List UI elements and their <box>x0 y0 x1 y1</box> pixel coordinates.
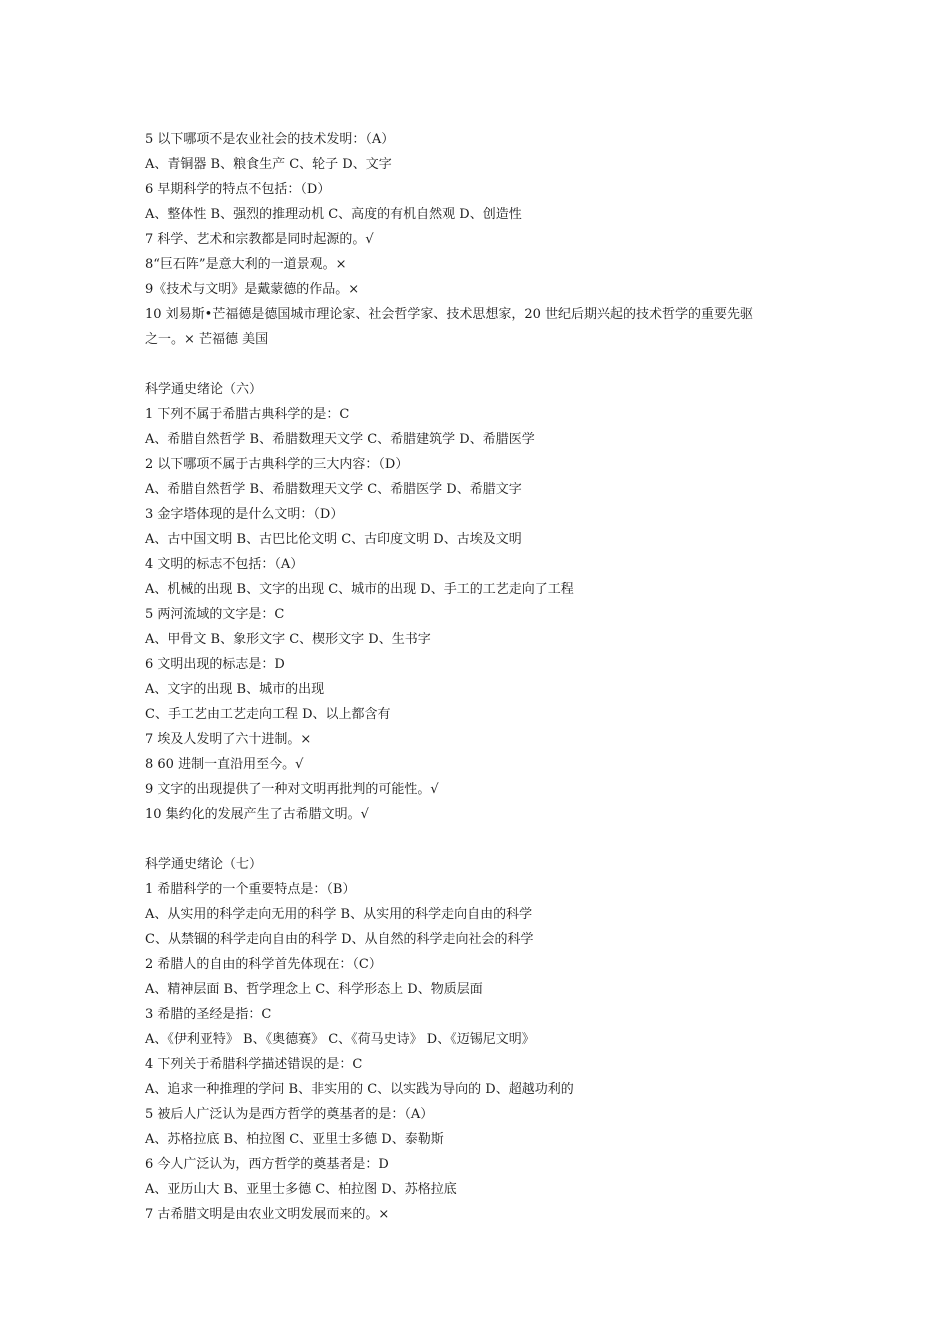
text-line: A、古中国文明 B、古巴比伦文明 C、古印度文明 D、古埃及文明 <box>145 532 522 547</box>
text-line: 9《技术与文明》是戴蒙德的作品。× <box>145 282 360 297</box>
text-line: 6 文明出现的标志是：D <box>145 657 285 672</box>
text-line: A、从实用的科学走向无用的科学 B、从实用的科学走向自由的科学 <box>145 907 533 922</box>
text-line: 7 埃及人发明了六十进制。× <box>145 732 312 747</box>
text-line: 4 文明的标志不包括：（A） <box>145 557 304 572</box>
text-line: 7 古希腊文明是由农业文明发展而来的。× <box>145 1207 390 1222</box>
text-line: A、甲骨文 B、象形文字 C、楔形文字 D、生书字 <box>145 632 431 647</box>
text-line: A、希腊自然哲学 B、希腊数理天文学 C、希腊建筑学 D、希腊医学 <box>145 432 535 447</box>
text-line: A、苏格拉底 B、柏拉图 C、亚里士多德 D、泰勒斯 <box>145 1132 444 1147</box>
document-page <box>145 127 825 1227</box>
text-line: 3 希腊的圣经是指：C <box>145 1007 272 1022</box>
section-heading: 科学通史绪论（七） <box>145 857 263 872</box>
text-line: 9 文字的出现提供了一种对文明再批判的可能性。√ <box>145 782 439 797</box>
text-line: A、文字的出现 B、城市的出现 <box>145 682 325 697</box>
text-line: 5 以下哪项不是农业社会的技术发明：（A） <box>145 132 395 147</box>
text-line: 1 下列不属于希腊古典科学的是：C <box>145 407 350 422</box>
text-line: C、从禁锢的科学走向自由的科学 D、从自然的科学走向社会的科学 <box>145 932 534 947</box>
text-line: 6 今人广泛认为，西方哲学的奠基者是：D <box>145 1157 389 1172</box>
text-line: A、《伊利亚特》 B、《奥德赛》 C、《荷马史诗》 D、《迈锡尼文明》 <box>145 1032 535 1047</box>
text-line: A、亚历山大 B、亚里士多德 C、柏拉图 D、苏格拉底 <box>145 1182 457 1197</box>
text-line: 5 两河流域的文字是：C <box>145 607 285 622</box>
text-line: 2 以下哪项不属于古典科学的三大内容：（D） <box>145 457 409 472</box>
text-line: A、机械的出现 B、文字的出现 C、城市的出现 D、手工的工艺走向了工程 <box>145 582 574 597</box>
text-line: A、整体性 B、强烈的推理动机 C、高度的有机自然观 D、创造性 <box>145 207 522 222</box>
blank-line <box>145 827 825 852</box>
text-line: A、希腊自然哲学 B、希腊数理天文学 C、希腊医学 D、希腊文字 <box>145 482 522 497</box>
text-line: 7 科学、艺术和宗教都是同时起源的。√ <box>145 232 374 247</box>
text-line: A、精神层面 B、哲学理念上 C、科学形态上 D、物质层面 <box>145 982 483 997</box>
text-line: A、青铜器 B、粮食生产 C、轮子 D、文字 <box>145 157 392 172</box>
text-line: 之一。× 芒福德 美国 <box>145 332 269 347</box>
text-line: 5 被后人广泛认为是西方哲学的奠基者的是：（A） <box>145 1107 434 1122</box>
text-line: 10 集约化的发展产生了古希腊文明。√ <box>145 807 369 822</box>
text-line: 8“巨石阵”是意大利的一道景观。× <box>145 257 347 272</box>
text-line: 4 下列关于希腊科学描述错误的是：C <box>145 1057 363 1072</box>
text-line: 6 早期科学的特点不包括：（D） <box>145 182 331 197</box>
text-line: A、追求一种推理的学问 B、非实用的 C、以实践为导向的 D、超越功利的 <box>145 1082 574 1097</box>
text-line: 3 金字塔体现的是什么文明：（D） <box>145 507 344 522</box>
text-line: 2 希腊人的自由的科学首先体现在：（C） <box>145 957 382 972</box>
blank-line <box>145 352 825 377</box>
text-line: 1 希腊科学的一个重要特点是：（B） <box>145 882 356 897</box>
text-line: C、手工艺由工艺走向工程 D、以上都含有 <box>145 707 391 722</box>
text-line: 10 刘易斯•芒福德是德国城市理论家、社会哲学家、技术思想家，20 世纪后期兴起的技术哲学的重要先驱 <box>145 307 754 322</box>
text-line: 8 60 进制一直沿用至今。√ <box>145 757 304 772</box>
section-heading: 科学通史绪论（六） <box>145 382 263 397</box>
